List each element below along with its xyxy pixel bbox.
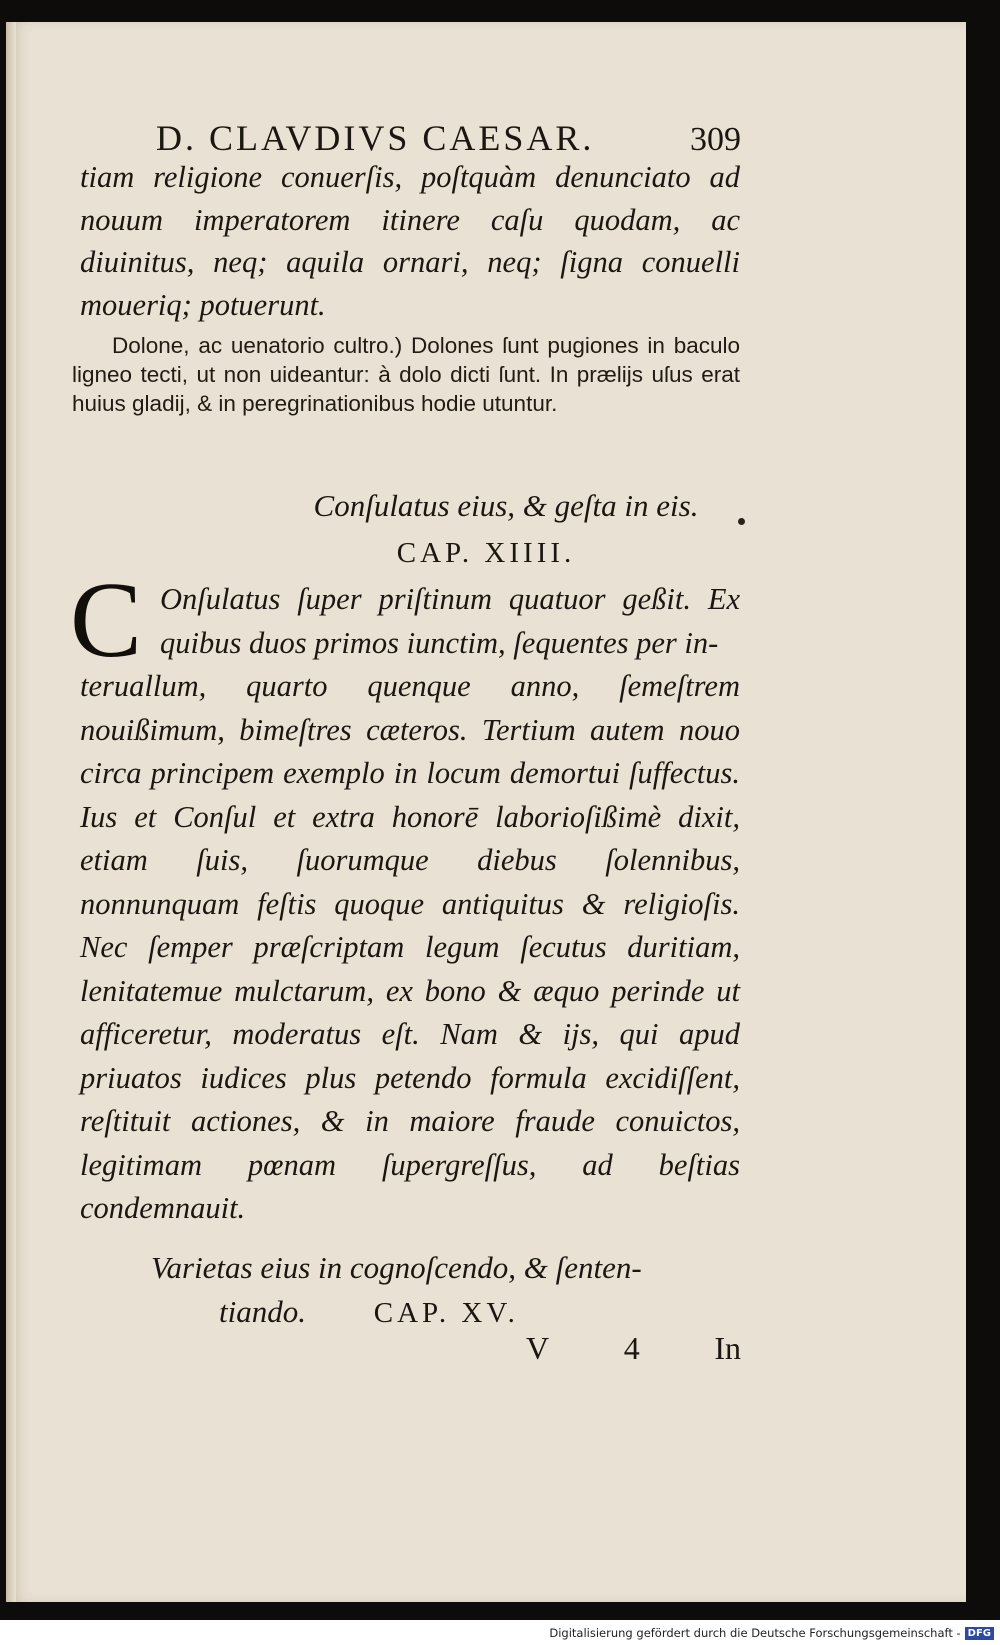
credit-text: Digitalisierung gefördert durch die Deutsche Forschungsgemeinschaft - — [549, 1626, 961, 1640]
next-chapter-heading-line2-row — [151, 1290, 751, 1335]
commentary-note: Dolone, ac uenatorio cultro.) Dolones ſunt pugiones in baculo ligneo tecti, ut non uideantur: à dolo dicti ſunt. In prælijs uſus erat huius gladij, & in peregrinationibus hodie utuntur. — [72, 333, 740, 416]
next-chapter-heading-line1: Varietas eius in cognoſcendo, & ſenten- — [151, 1250, 642, 1285]
digitization-credit — [549, 1626, 994, 1640]
next-chapter-number: CAP. XV. — [373, 1297, 519, 1329]
paragraph-opening-lines: Onſulatus ſuper priſtinum quatuor geßit. Ex quibus duos primos iunctim, ſequentes per in- — [160, 582, 740, 660]
text-block-continuation: tiam religione conuerſis, poſtquàm denunciato ad nouum imperatorem itinere caſu quodam, ac diuinitus, neq; aquila ornari, neq; ſigna conuelli moueriq; potuerunt. — [80, 160, 740, 322]
book-page — [6, 22, 966, 1602]
paragraph-body: teruallum, quarto quenque anno, ſemeſtrem nouißimum, bimeſtres cæteros. Tertium autem nouo circa principem exemplo in locum demortui ſuffectus. Ius et Conſul et extra honorē laborioſißimè dixit, etiam ſuis, ſuorumque diebus ſolennibus, nonnunquam feſtis quoque antiquitus & religioſis. Nec ſemper præſcriptam legum ſecutus duritiam, lenitatemue mulctarum, ex bono & æquo perinde ut afficeretur, moderatus eſt. Nam & ijs, qui apud priuatos iudices plus petendo formula excidiſſent, reſtituit actiones, & in maiore fraude conuictos, legitimam pœnam ſupergreſſus, ad beſtias condemnauit. — [80, 669, 740, 1225]
page-gutter-shadow — [6, 22, 16, 1602]
next-chapter-heading — [151, 1246, 751, 1335]
chapter-heading: Conſulatus eius, & geſta in eis. — [313, 488, 699, 523]
signature-number: 4 — [623, 1330, 640, 1366]
drop-capital: C — [70, 561, 143, 680]
ink-speck — [738, 518, 745, 525]
page-number: 309 — [690, 121, 741, 158]
running-head — [156, 117, 741, 159]
catchword: In — [714, 1330, 741, 1366]
dfg-logo: DFG — [965, 1627, 994, 1640]
running-title: D. CLAVDIVS CAESAR. — [156, 118, 595, 158]
chapter-paragraph — [80, 578, 740, 1231]
signature-letter: V — [526, 1330, 550, 1366]
signature-line — [526, 1330, 741, 1367]
next-chapter-heading-line2: tiando. — [219, 1294, 306, 1329]
chapter-number: CAP. XIIII. — [396, 537, 576, 569]
